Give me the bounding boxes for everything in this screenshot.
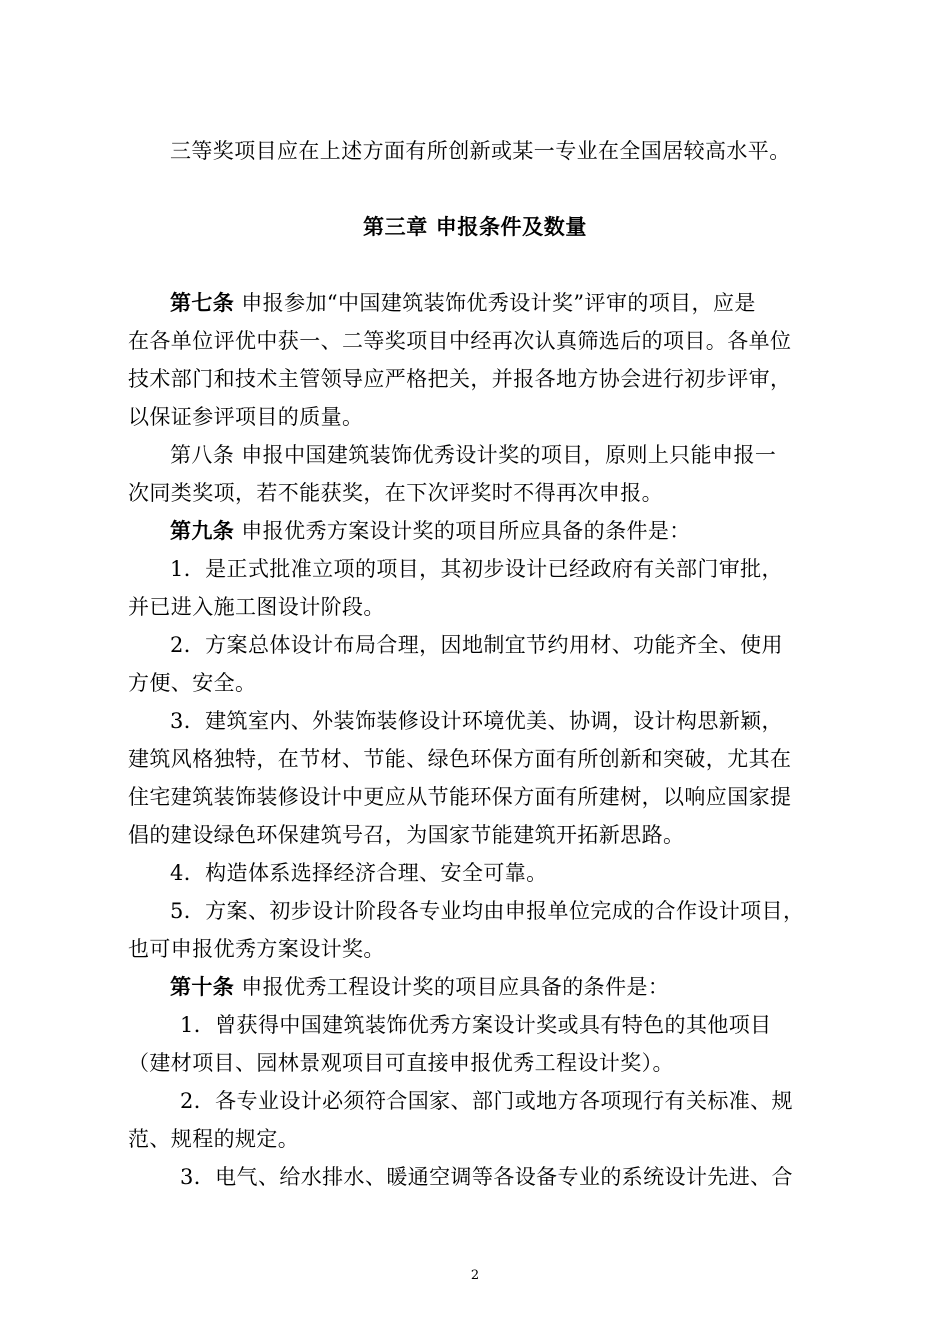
paragraph-line: 方便、安全。 — [128, 671, 257, 695]
paragraph-line: 并已进入施工图设计阶段。 — [128, 595, 385, 619]
paragraph-line: 三等奖项目应在上述方面有所创新或某一专业在全国居较高水平。 — [170, 139, 791, 163]
list-item: 1．曾获得中国建筑装饰优秀方案设计奖或具有特色的其他项目 — [180, 1013, 772, 1037]
article-9-label: 第九条 — [170, 518, 235, 543]
list-item: 1．是正式批准立项的项目，其初步设计已经政府有关部门审批， — [170, 557, 783, 581]
chapter-heading: 第三章 申报条件及数量 — [363, 214, 587, 239]
list-item: 2．方案总体设计布局合理，因地制宜节约用材、功能齐全、使用 — [170, 633, 783, 657]
list-item: 3．建筑室内、外装饰装修设计环境优美、协调，设计构思新颖， — [170, 709, 783, 733]
article-10-line — [170, 972, 669, 1002]
article-7-label: 第七条 — [170, 290, 235, 315]
paragraph-line: 以保证参评项目的质量。 — [128, 405, 364, 429]
article-7-line — [170, 288, 756, 318]
paragraph-line: 在各单位评优中获一、二等奖项目中经再次认真筛选后的项目。各单位 — [128, 329, 792, 353]
list-item: 4．构造体系选择经济合理、安全可靠。 — [170, 861, 548, 885]
article-7-text: 申报参加“中国建筑装饰优秀设计奖”评审的项目，应是 — [234, 291, 756, 315]
article-10-label: 第十条 — [170, 974, 235, 999]
paragraph-line: 住宅建筑装饰装修设计中更应从节能环保方面有所建树，以响应国家提 — [128, 785, 792, 809]
paragraph-line: 倡的建设绿色环保建筑号召，为国家节能建筑开拓新思路。 — [128, 823, 685, 847]
list-item: 2．各专业设计必须符合国家、部门或地方各项现行有关标准、规 — [180, 1089, 793, 1113]
paragraph-line: 范、规程的规定。 — [128, 1127, 300, 1151]
paragraph-line: 技术部门和技术主管领导应严格把关，并报各地方协会进行初步评审， — [128, 367, 792, 391]
article-9-text: 申报优秀方案设计奖的项目所应具备的条件是： — [234, 519, 691, 543]
paragraph-line: 建筑风格独特，在节材、节能、绿色环保方面有所创新和突破，尤其在 — [128, 747, 792, 771]
paragraph-line: 也可申报优秀方案设计奖。 — [128, 937, 385, 961]
article-8-line: 第八条 申报中国建筑装饰优秀设计奖的项目，原则上只能申报一 — [170, 443, 777, 467]
paragraph-line: 次同类奖项，若不能获奖，在下次评奖时不得再次申报。 — [128, 481, 663, 505]
paragraph-line: （建材项目、园林景观项目可直接申报优秀工程设计奖）。 — [128, 1051, 674, 1075]
list-item: 3．电气、给水排水、暖通空调等各设备专业的系统设计先进、合 — [180, 1165, 793, 1189]
list-item: 5．方案、初步设计阶段各专业均由申报单位完成的合作设计项目， — [170, 899, 805, 923]
article-9-line — [170, 516, 691, 546]
article-10-text: 申报优秀工程设计奖的项目应具备的条件是： — [234, 975, 670, 999]
page-number: 2 — [470, 1268, 480, 1283]
